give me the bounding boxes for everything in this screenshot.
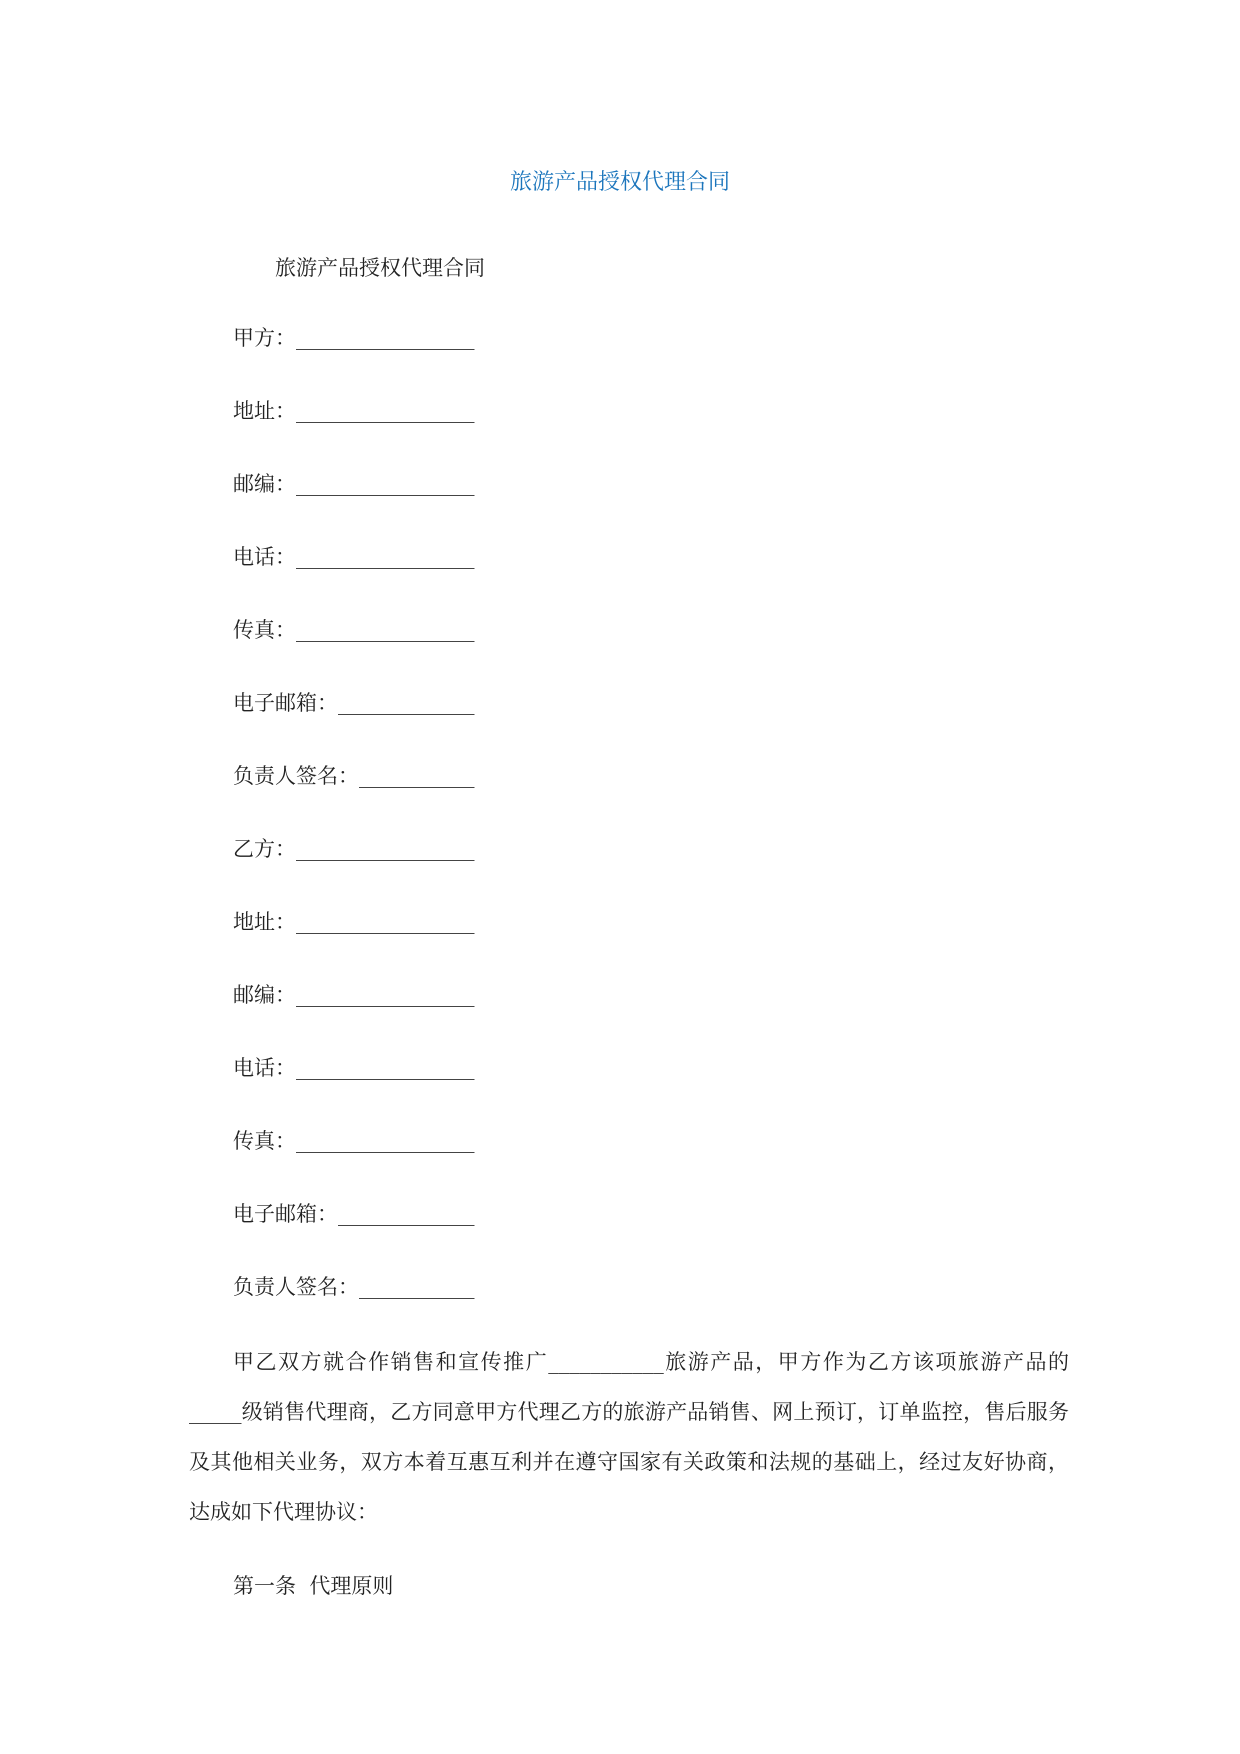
party-b-fax-field: 传真：_________________ [233, 1129, 475, 1153]
party-a-name-field: 甲方：_________________ [233, 326, 475, 350]
party-b-phone-field: 电话：_________________ [233, 1056, 475, 1080]
party-a-address-field: 地址：_________________ [233, 399, 475, 423]
intro-paragraph: 甲乙双方就合作销售和宣传推广___________旅游产品，甲方作为乙方该项旅游产品的_____级销售代理商，乙方同意甲方代理乙方的旅游产品销售、网上预订，订单监控，售后服务及其他相关业务，双方本着互惠互利并在遵守国家有关政策和法规的基础上，经过友好协商，达成如下代理协议： [189, 1350, 1069, 1524]
article-1-heading: 第一条 代理原则 [233, 1574, 394, 1598]
party-a-postcode-field: 邮编：_________________ [233, 472, 475, 496]
party-a-signature-field: 负责人签名：___________ [233, 764, 475, 788]
party-a-phone-field: 电话：_________________ [233, 545, 475, 569]
party-b-email-field: 电子邮箱：_____________ [233, 1202, 475, 1226]
party-a-email-field: 电子邮箱：_____________ [233, 691, 475, 715]
document-title: 旅游产品授权代理合同 [509, 170, 730, 195]
party-b-signature-field: 负责人签名：___________ [233, 1275, 475, 1299]
party-b-name-field: 乙方：_________________ [233, 837, 475, 861]
party-b-address-field: 地址：_________________ [233, 910, 475, 934]
party-a-fax-field: 传真：_________________ [233, 618, 475, 642]
contract-subtitle: 旅游产品授权代理合同 [275, 256, 485, 280]
party-b-postcode-field: 邮编：_________________ [233, 983, 475, 1007]
